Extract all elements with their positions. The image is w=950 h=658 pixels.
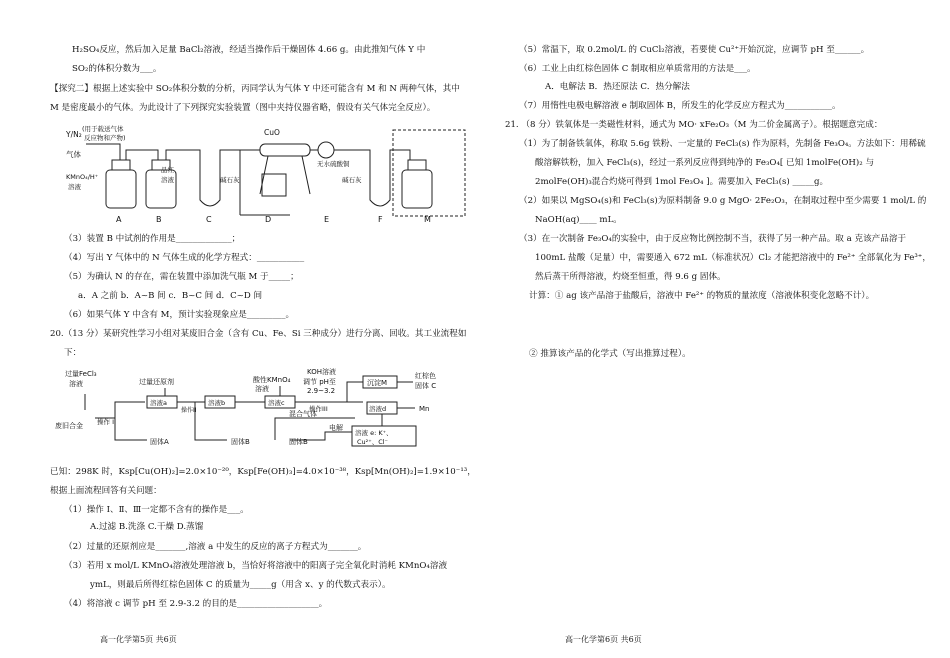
q21-part-3-b: 100mL 盐酸（足量）中，需要通入 672 mL（标准状况）Cl₂ 才能把溶液中的 Fe²⁺ 全部氧化为 Fe³⁺， bbox=[535, 253, 931, 263]
sub-question-1-options: A.过滤 B.洗涤 C.干燥 D.蒸馏 bbox=[90, 522, 204, 532]
flow-kmno4-b: 溶液 bbox=[255, 385, 269, 393]
question-5-options: a．A 之前 b．A~B 间 c．B~C 间 d．C~D 间 bbox=[78, 291, 263, 301]
flow-precipitate: 沉淀M bbox=[367, 379, 388, 387]
calc-2: ② 推算该产品的化学式（写出推算过程）。 bbox=[529, 349, 691, 359]
q21-part-1-c: 2molFe(OH)₃混合灼烧可得到 1mol Fe₃O₄ ]。需要加入 FeCl₃(s) _____g。 bbox=[535, 177, 829, 187]
q21-part-1: （1）为了制备铁氧体，称取 5.6g 铁粉、一定量的 FeCl₃(s) 作为原料，先制备 Fe₃O₄。方法如下：用稀硫 bbox=[519, 139, 926, 149]
flow-solid-a: 固体A bbox=[150, 438, 169, 446]
carrier-label-2: 反应物和产物) bbox=[84, 134, 126, 142]
sub-question-7: （7）用惰性电极电解溶液 e 制取固体 B，所发生的化学反应方程式为___________。 bbox=[519, 101, 841, 111]
text-line: M 是密度最小的气体。为此设计了下列探究实验装置（图中夹持仪器省略，假设有关气体完全反应）。 bbox=[50, 103, 436, 113]
q21-part-1-b: 酸溶解铁粉，加入 FeCl₃(s)，经过一系列反应得到纯净的 Fe₃O₄[ 已知 1molFe(OH)₂ 与 bbox=[535, 158, 875, 168]
q21-part-2: （2）如果以 MgSO₄(s)和 FeCl₃(s)为原料制备 9.0 g MgO· 2Fe₂O₃，在制取过程中至少需要 1 mol/L 的 bbox=[519, 196, 927, 206]
sub-question-4: （4）将溶液 c 调节 pH 至 2.9-3.2 的目的是___________________。 bbox=[64, 599, 328, 609]
flow-ph: 调节 pH至 bbox=[303, 378, 336, 386]
flow-sol-c: 溶液c bbox=[268, 399, 285, 407]
calc-1: 计算：① ag 该产品溶于盐酸后，溶液中 Fe²⁺ 的物质的量浓度（溶液体积变化忽略不计）。 bbox=[529, 291, 875, 301]
sub-question-3: （3）若用 x mol/L KMnO₄溶液处理溶液 b，当恰好将溶液中的阳离子完全氧化时消耗 KMnO₄溶液 bbox=[64, 561, 448, 571]
pinhong-label-2: 溶液 bbox=[161, 176, 174, 184]
label-c: C bbox=[206, 215, 212, 224]
page-footer-right: 高一化学第6页 共6页 bbox=[565, 635, 642, 644]
pinhong-label: 品红 bbox=[161, 166, 174, 174]
question-5: （5）为确认 N 的存在，需在装置中添加洗气瓶 M 于_____； bbox=[64, 272, 299, 282]
sub-question-1: （1）操作 Ⅰ、Ⅱ、Ⅲ一定都不含有的操作是___。 bbox=[64, 505, 249, 515]
question-4: （4）写出 Y 气体中的 N 气体生成的化学方程式：___________ bbox=[64, 253, 305, 263]
sub-question-5: （5）常温下，取 0.2mol/L 的 CuCl₂溶液，若要使 Cu²⁺开始沉淀，应调节 pH 至______。 bbox=[519, 45, 870, 55]
gas-label: 气体 bbox=[66, 150, 81, 159]
soda-lime-label-2: 碱石灰 bbox=[342, 176, 362, 184]
question-21: 21. （8 分）铁氧体是一类磁性材料，通式为 MO· xFe₂O₃（M 为二价金属离子）。根据题意完成： bbox=[505, 120, 883, 130]
page-footer-left: 高一化学第5页 共6页 bbox=[100, 635, 177, 644]
label-f: F bbox=[378, 215, 383, 224]
question-20-cont: 下： bbox=[64, 348, 82, 358]
label-e: E bbox=[324, 215, 330, 224]
sub-question-2: （2）过量的还原剂应是_______,溶液 a 中发生的反应的离子方程式为_______。 bbox=[64, 542, 367, 552]
soda-lime-label: 碱石灰 bbox=[220, 176, 240, 184]
flow-sol-e-2: Cu²⁺、Cl⁻ bbox=[357, 438, 388, 446]
flow-solid-b: 固体B bbox=[231, 438, 250, 446]
text-line: SO₂的体积分数为___。 bbox=[72, 64, 162, 74]
flow-sol-d: 溶液d bbox=[369, 405, 387, 413]
flow-kmno4: 酸性KMnO₄ bbox=[253, 376, 291, 384]
yn-label: Y/N₂ bbox=[66, 130, 82, 139]
kmno4-label: KMnO₄/H⁺ bbox=[66, 173, 99, 181]
flow-koh: KOH溶液 bbox=[307, 368, 336, 376]
flow-red-brown: 红棕色 bbox=[415, 372, 436, 380]
flow-reductant: 过量还原剂 bbox=[139, 378, 174, 386]
label-b: B bbox=[156, 215, 162, 224]
question-3: （3）装置 B 中试剂的作用是_____________； bbox=[64, 234, 241, 244]
flow-fecl3: 过量FeCl₃ bbox=[65, 370, 97, 378]
flow-sol-a: 溶液a bbox=[150, 399, 167, 407]
flow-solid-c: 固体 C bbox=[415, 382, 437, 390]
cuso4-label: 无水硫酸铜 bbox=[317, 160, 350, 168]
process-flow-diagram bbox=[55, 364, 465, 460]
carrier-label: (用于载送气体 bbox=[82, 125, 124, 133]
flow-sol-e: 溶液 e: K⁺、 bbox=[355, 429, 393, 437]
flow-mixed-gas: 混合气体 bbox=[289, 410, 317, 418]
cuo-label: CuO bbox=[264, 128, 280, 137]
flow-op3: 操作III bbox=[309, 405, 328, 413]
flow-alloy: 废旧合金 bbox=[55, 422, 83, 430]
flow-solid-b-2: 固体B bbox=[289, 438, 308, 446]
sub-question-6-options: A．电解法 B．热还原法 C．热分解法 bbox=[545, 82, 690, 92]
flow-electrolysis: 电解 bbox=[329, 424, 343, 432]
flow-mn: Mn bbox=[419, 405, 430, 413]
label-m: M bbox=[424, 215, 431, 224]
answer-intro: 根据上面流程回答有关问题： bbox=[50, 486, 162, 496]
question-6: （6）如果气体 Y 中含有 M，预计实验现象应是_________。 bbox=[64, 310, 295, 320]
q21-part-3-c: 然后蒸干所得溶液，灼烧至恒重，得 9.6 g 固体。 bbox=[535, 272, 726, 282]
label-d: D bbox=[265, 215, 272, 224]
flow-ph-2: 2.9~3.2 bbox=[307, 387, 336, 395]
question-20: 20.（13 分）某研究性学习小组对某废旧合金（含有 Cu、Fe、Si 三种成分）进行分离、回收。其工业流程如 bbox=[50, 329, 467, 339]
q21-part-2-b: NaOH(aq)____ mL。 bbox=[535, 215, 622, 225]
flow-op2: 操作II bbox=[181, 407, 197, 414]
apparatus-diagram bbox=[50, 122, 475, 226]
q21-part-3: （3）在一次制备 Fe₃O₄的实验中，由于反应物比例控制不当，获得了另一种产品。取 a 克该产品溶于 bbox=[519, 234, 907, 244]
label-a: A bbox=[116, 215, 122, 224]
text-line: 【探究二】根据上述实验中 SO₂体积分数的分析，丙同学认为气体 Y 中还可能含有 M 和 N 两种气体，其中 bbox=[50, 84, 460, 94]
flow-fecl3-b: 溶液 bbox=[69, 380, 83, 388]
solution-label: 溶液 bbox=[68, 183, 81, 191]
text-line: H₂SO₄反应，然后加入足量 BaCl₂溶液，经适当操作后干燥固体 4.66 g。由此推知气体 Y 中 bbox=[72, 45, 426, 55]
flow-op1: 操作 I bbox=[97, 418, 114, 426]
sub-question-6: （6）工业上由红棕色固体 C 制取相应单质常用的方法是___。 bbox=[519, 64, 756, 74]
ksp-line: 已知：298K 时，Ksp[Cu(OH)₂]=2.0×10⁻²⁰，Ksp[Fe(OH)₃]=4.0×10⁻³⁸，Ksp[Mn(OH)₂]=1.9×10⁻¹³， bbox=[50, 467, 476, 477]
flow-sol-b: 溶液b bbox=[208, 399, 226, 407]
sub-question-3-cont: ymL，则最后所得红棕色固体 C 的质量为_____g（用含 x、y 的代数式表示）。 bbox=[90, 580, 391, 590]
